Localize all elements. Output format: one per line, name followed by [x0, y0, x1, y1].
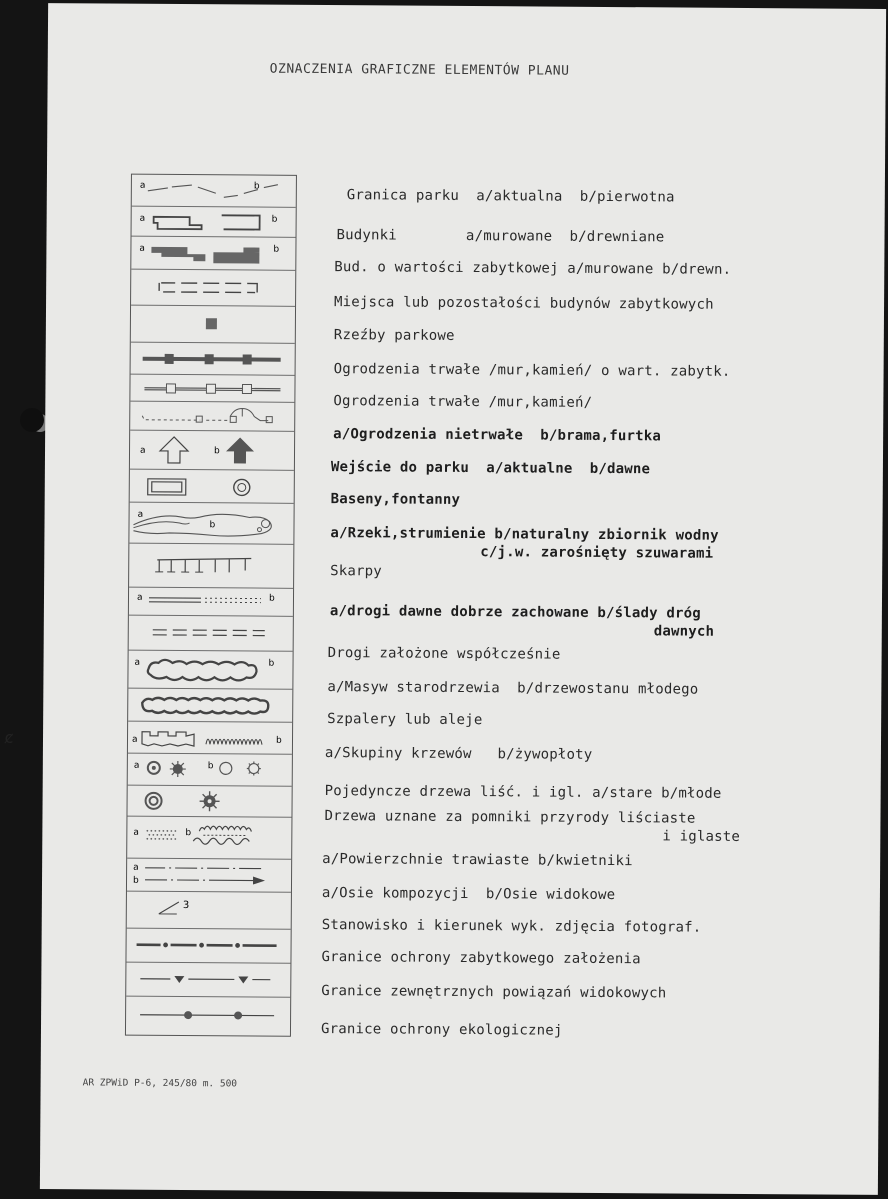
svg-text:3: 3	[182, 900, 190, 912]
legend-row	[127, 817, 291, 860]
old-roads-icon	[129, 588, 293, 616]
svg-text:b: b	[209, 520, 216, 531]
river-pond-icon	[129, 503, 293, 544]
svg-text:a: a	[133, 862, 139, 873]
svg-text:b: b	[185, 828, 192, 839]
legend-row	[126, 929, 290, 964]
svg-text:a: a	[139, 445, 146, 456]
legend-table	[125, 174, 297, 1037]
svg-text:b: b	[132, 875, 139, 886]
desc-temporary-fence: a/Ogrodzenia nietrwałe b/brama,furtka	[333, 426, 662, 445]
svg-text:a: a	[131, 734, 138, 745]
legend-row	[131, 237, 295, 271]
svg-text:b: b	[268, 593, 275, 604]
legend-row	[127, 859, 291, 893]
desc-photo-viewpoint: Stanowisko i kierunek wyk. zdjęcia fotograf.	[321, 917, 702, 936]
legend-row	[131, 270, 295, 307]
desc-tree-massif: a/Masyw starodrzewia b/drzewostanu młodego	[327, 679, 699, 698]
desc-escarpments: Skarpy	[330, 563, 383, 580]
legend-row	[130, 402, 294, 432]
single-trees-icon	[128, 754, 292, 786]
archive-footer: AR ZPWiD P-6, 245/80 m. 500	[82, 1077, 238, 1090]
desc-park-boundary: Granica parku a/aktualna b/pierwotna	[346, 187, 675, 206]
legend-row	[129, 616, 293, 652]
legend-row	[132, 175, 296, 208]
svg-text:a: a	[133, 827, 139, 838]
desc-heritage-buildings: Bud. o wartości zabytkowej a/murowane b/drewn.	[334, 259, 732, 278]
natural-monument-trees-icon	[127, 786, 291, 817]
svg-text:b: b	[273, 244, 280, 255]
legend-row	[130, 375, 294, 403]
desc-park-entrance: Wejście do parku a/aktualne b/dawne	[330, 459, 651, 478]
building-outline-icon	[132, 207, 296, 237]
desc-rivers: a/Rzeki,strumienie b/naturalny zbiornik wodny	[330, 525, 719, 544]
legend-row	[131, 306, 295, 344]
desc-single-trees: Pojedyncze drzewa liść. i igl. a/stare b/młode	[324, 783, 722, 802]
legend-row	[127, 892, 291, 930]
desc-building-remains: Miejsca lub pozostałości budynów zabytkowych	[334, 294, 714, 313]
svg-text:b: b	[253, 181, 260, 192]
svg-text:a: a	[139, 243, 145, 254]
legend-row	[126, 997, 290, 1036]
desc-shrubs: a/Skupiny krzewów b/żywopłoty	[324, 745, 593, 763]
legend-row	[127, 786, 291, 818]
legend-row	[129, 503, 293, 545]
desc-heritage-protection: Granice ochrony zabytkowego założenia	[321, 949, 641, 968]
photo-viewpoint-icon	[127, 892, 291, 929]
building-remains-icon	[131, 270, 295, 306]
desc-heritage-fence: Ogrodzenia trwałe /mur,kamień/ o wart. zabytk.	[333, 361, 731, 380]
svg-text:b: b	[271, 214, 278, 225]
svg-text:a: a	[133, 760, 140, 771]
sculpture-square-icon	[131, 306, 295, 343]
desc-old-roads: a/drogi dawne dobrze zachowane b/ślady dróg	[329, 603, 702, 622]
legend-row	[130, 470, 294, 504]
heritage-fence-icon	[131, 343, 295, 375]
legend-row	[128, 722, 292, 755]
desc-axes: a/Osie kompozycji b/Osie widokowe	[321, 885, 616, 904]
legend-row	[130, 431, 294, 471]
svg-text:b: b	[213, 446, 220, 457]
tree-alley-icon	[128, 689, 292, 722]
pool-fountain-icon	[130, 470, 294, 503]
escarpment-icon	[129, 544, 293, 588]
svg-text:a: a	[139, 180, 146, 191]
ecological-protection-boundary-icon	[126, 997, 290, 1036]
temporary-fence-gate-icon	[130, 402, 294, 431]
desc-monument-trees: Drzewa uznane za pomniki przyrody liściaste	[324, 808, 696, 827]
document-page	[40, 3, 886, 1195]
legend-row	[131, 343, 295, 376]
composition-axes-icon	[127, 859, 291, 892]
desc-pools: Baseny,fontanny	[330, 491, 461, 508]
svg-text:a: a	[136, 592, 143, 603]
view-connections-boundary-icon	[126, 963, 290, 997]
desc-monument-trees-line2: i iglaste	[662, 828, 741, 845]
desc-buildings: Budynki a/murowane b/drewniane	[336, 227, 665, 246]
desc-old-roads-line2: dawnych	[653, 623, 715, 640]
desc-modern-roads: Drogi założone współcześnie	[327, 645, 561, 663]
punch-hole	[20, 408, 44, 432]
modern-roads-icon	[129, 616, 293, 651]
legend-row	[128, 754, 292, 787]
page-title: OZNACZENIA GRAFICZNE ELEMENTÓW PLANU	[269, 61, 570, 79]
svg-text:a: a	[134, 657, 141, 668]
desc-sculptures: Rzeźby parkowe	[333, 327, 455, 344]
desc-permanent-fence: Ogrodzenia trwałe /mur,kamień/	[333, 393, 593, 411]
margin-mark: ȼ	[4, 728, 14, 747]
legend-row	[128, 689, 292, 723]
grass-flowerbeds-icon	[127, 817, 291, 859]
legend-row	[132, 207, 296, 238]
svg-text:a: a	[139, 213, 146, 224]
desc-tree-alleys: Szpalery lub aleje	[327, 711, 483, 729]
legend-row	[128, 651, 292, 690]
legend-row	[126, 963, 290, 998]
svg-text:a: a	[137, 509, 144, 520]
legend-row	[129, 588, 293, 617]
svg-text:b: b	[207, 761, 214, 772]
heritage-protection-boundary-icon	[126, 929, 290, 963]
shrubs-hedges-icon	[128, 722, 292, 754]
park-entrance-arrow-icon	[130, 431, 294, 470]
desc-ecological-protection: Granice ochrony ekologicznej	[320, 1021, 563, 1039]
svg-text:b: b	[268, 658, 275, 669]
heritage-building-icon	[131, 237, 295, 270]
desc-rivers-line2: c/j.w. zarośnięty szuwarami	[480, 544, 714, 562]
permanent-fence-icon	[130, 375, 294, 402]
tree-massif-icon	[128, 651, 292, 689]
legend-row	[129, 544, 293, 589]
desc-view-connections: Granice zewnętrznych powiązań widokowych	[321, 983, 667, 1002]
desc-grass: a/Powierzchnie trawiaste b/kwietniki	[322, 851, 633, 870]
svg-text:b: b	[275, 735, 282, 746]
boundary-dashed-icon	[132, 175, 296, 207]
